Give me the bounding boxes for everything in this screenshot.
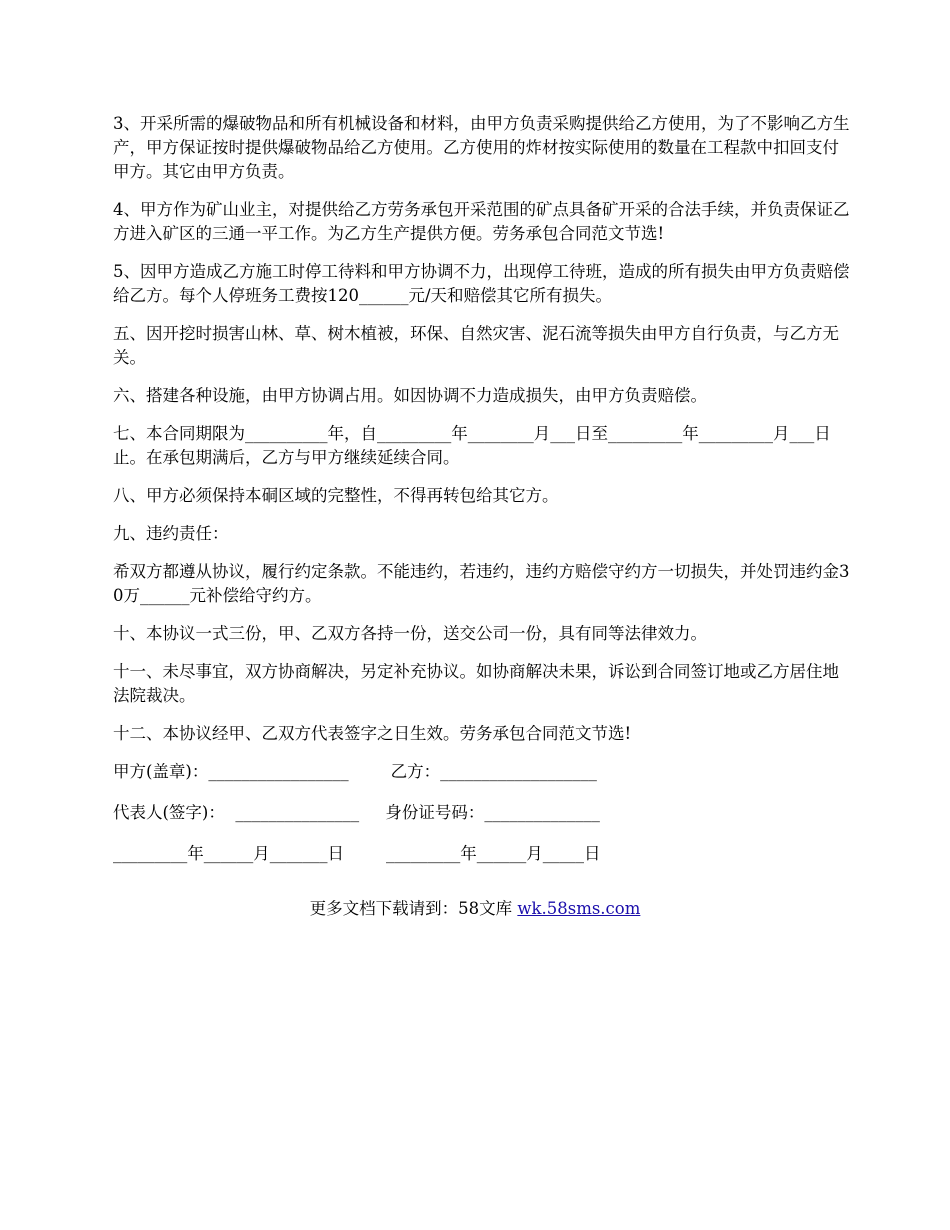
clause-ten: 十、本协议一式三份，甲、乙双方各持一份，送交公司一份，具有同等法律效力。 <box>113 624 707 643</box>
clause-twelve: 十二、本协议经甲、乙双方代表签字之日生效。劳务承包合同范文节选! <box>113 724 632 743</box>
clause-nine-body: 希双方都遵从协议，履行约定条款。不能违约，若违约，违约方赔偿守约方一切损失，并处罚违约金30万______元补偿给守约方。 <box>113 562 850 605</box>
clause-nine-heading: 九、违约责任： <box>113 524 229 543</box>
signature-date-line: _________年______月_______日 _________年______月_____日 <box>113 844 601 863</box>
clause-4: 4、甲方作为矿山业主，对提供给乙方劳务承包开采范围的矿点具备矿开采的合法手续，并负责保证乙方进入矿区的三通一平工作。为乙方生产提供方便。劳务承包合同范文节选! <box>113 200 850 243</box>
clause-eight: 八、甲方必须保持本硐区域的完整性，不得再转包给其它方。 <box>113 486 559 505</box>
clause-five: 五、因开挖时损害山林、草、树木植被，环保、自然灾害、泥石流等损失由甲方自行负责，与乙方无关。 <box>113 324 839 367</box>
signature-representative-line: 代表人(签字)： _______________ 身份证号码：______________ <box>113 803 600 822</box>
document-body <box>113 112 853 883</box>
clause-seven: 七、本合同期限为__________年，自_________年________月___日至_________年_________月___日止。在承包期满后，乙方与甲方继续延续合同。 <box>113 424 831 467</box>
footer-link[interactable]: wk.58sms.com <box>517 899 641 918</box>
clause-5: 5、因甲方造成乙方施工时停工待料和甲方协调不力，出现停工待班，造成的所有损失由甲方负责赔偿给乙方。每个人停班务工费按120______元/天和赔偿其它所有损失。 <box>113 262 850 305</box>
clause-six: 六、搭建各种设施，由甲方协调占用。如因协调不力造成损失，由甲方负责赔偿。 <box>113 386 707 405</box>
footer <box>0 897 950 921</box>
signature-party-line: 甲方(盖章)：_________________ 乙方：___________________ <box>113 762 597 781</box>
footer-text: 更多文档下载请到：58文库 <box>309 899 518 918</box>
clause-eleven: 十一、未尽事宜，双方协商解决，另定补充协议。如协商解决未果，诉讼到合同签订地或乙方居住地法院裁决。 <box>113 662 839 705</box>
clause-3: 3、开采所需的爆破物品和所有机械设备和材料，由甲方负责采购提供给乙方使用，为了不影响乙方生产，甲方保证按时提供爆破物品给乙方使用。乙方使用的炸材按实际使用的数量在工程款中扣回支付甲方。其它由甲方负责。 <box>113 114 850 181</box>
